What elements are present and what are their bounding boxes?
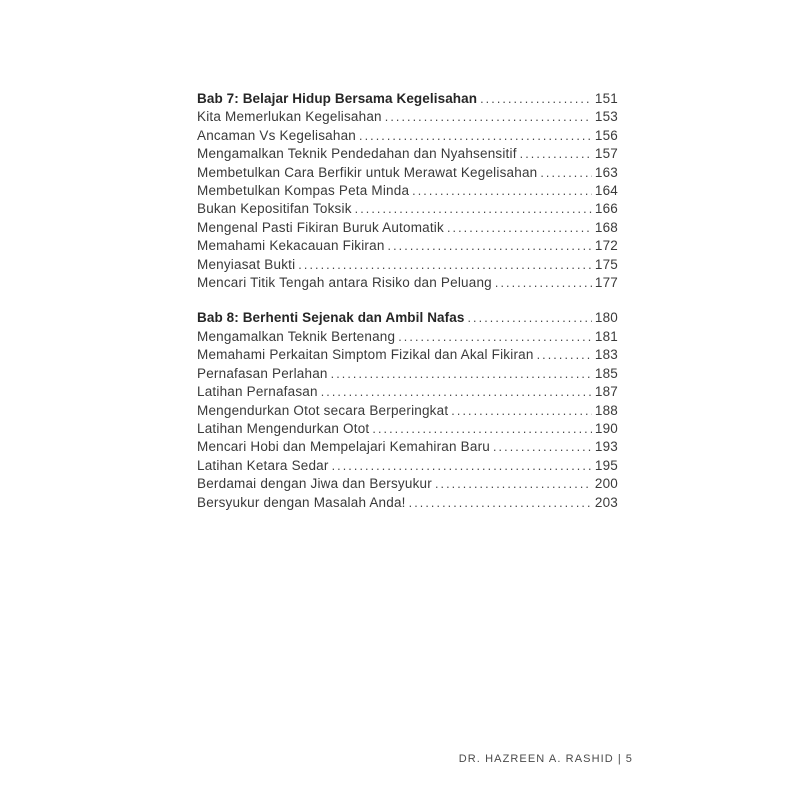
dot-leader — [493, 438, 592, 456]
toc-entry-row — [197, 256, 618, 274]
toc-entry-row — [197, 346, 618, 364]
dot-leader — [537, 346, 592, 364]
toc-entry-row — [197, 457, 618, 475]
page-number: 153 — [594, 109, 618, 125]
toc-entry-row — [197, 475, 618, 493]
toc-entry-row — [197, 402, 618, 420]
toc-entry-row — [197, 438, 618, 456]
dot-leader — [321, 383, 592, 401]
toc-chapter-row — [197, 309, 618, 327]
footer-author: DR. HAZREEN A. RASHID — [458, 753, 614, 765]
toc-entry-row — [197, 219, 618, 237]
dot-leader — [385, 108, 592, 126]
dot-leader — [372, 420, 592, 438]
entry-title: Mencari Titik Tengah antara Risiko dan Peluang — [197, 275, 492, 291]
entry-title: Menyiasat Bukti — [197, 256, 296, 272]
page-number: 203 — [594, 494, 618, 510]
page-number: 175 — [594, 256, 618, 272]
page-number: 200 — [594, 476, 618, 492]
entry-title: Memahami Kekacauan Fikiran — [197, 238, 385, 254]
page-number: 181 — [594, 328, 618, 344]
footer-page-number: 5 — [625, 753, 633, 765]
entry-title: Latihan Ketara Sedar — [197, 457, 329, 473]
page-number: 157 — [594, 146, 618, 162]
page-number: 151 — [594, 91, 618, 106]
toc-entry-row — [197, 383, 618, 401]
page-number: 195 — [594, 457, 618, 473]
dot-leader — [467, 309, 591, 327]
page-number: 187 — [594, 384, 618, 400]
toc-entry-row — [197, 237, 618, 255]
chapter-title: Bab 7: Belajar Hidup Bersama Kegelisahan — [197, 91, 478, 106]
dot-leader — [540, 164, 592, 182]
entry-title: Membetulkan Cara Berfikir untuk Merawat Kegelisahan — [197, 164, 538, 180]
entry-title: Kita Memerlukan Kegelisahan — [197, 109, 382, 125]
dot-leader — [480, 90, 592, 108]
entry-title: Mencari Hobi dan Mempelajari Kemahiran Baru — [197, 439, 490, 455]
toc-section — [197, 309, 618, 511]
page-number: 156 — [594, 127, 618, 143]
toc-entry-row — [197, 108, 618, 126]
dot-leader — [412, 182, 592, 200]
toc-section — [197, 90, 618, 292]
dot-leader — [435, 475, 592, 493]
dot-leader — [447, 219, 592, 237]
page-number: 183 — [594, 347, 618, 363]
page-number: 163 — [594, 164, 618, 180]
toc-entry-row — [197, 145, 618, 163]
entry-title: Mengenal Pasti Fikiran Buruk Automatik — [197, 219, 444, 235]
page-number: 185 — [594, 365, 618, 381]
toc-entry-row — [197, 328, 618, 346]
page-number: 177 — [594, 275, 618, 291]
toc-entry-row — [197, 200, 618, 218]
toc-entry-row — [197, 365, 618, 383]
entry-title: Memahami Perkaitan Simptom Fizikal dan Akal Fikiran — [197, 347, 534, 363]
toc-entry-row — [197, 274, 618, 292]
dot-leader — [451, 402, 592, 420]
toc-entry-row — [197, 420, 618, 438]
dot-leader — [298, 256, 592, 274]
page-number: 190 — [594, 420, 618, 436]
entry-title: Mengamalkan Teknik Bertenang — [197, 328, 396, 344]
entry-title: Bukan Kepositifan Toksik — [197, 201, 352, 217]
entry-title: Latihan Mengendurkan Otot — [197, 420, 370, 436]
dot-leader — [332, 457, 592, 475]
toc-entry-row — [197, 182, 618, 200]
table-of-contents — [197, 90, 618, 512]
dot-leader — [355, 200, 592, 218]
chapter-title: Bab 8: Berhenti Sejenak dan Ambil Nafas — [197, 310, 465, 326]
toc-entry-row — [197, 494, 618, 512]
dot-leader — [409, 494, 592, 512]
entry-title: Bersyukur dengan Masalah Anda! — [197, 494, 406, 510]
entry-title: Mengendurkan Otot secara Berperingkat — [197, 402, 449, 418]
dot-leader — [331, 365, 592, 383]
entry-title: Berdamai dengan Jiwa dan Bersyukur — [197, 476, 432, 492]
page-number: 188 — [594, 402, 618, 418]
page-number: 172 — [594, 238, 618, 254]
entry-title: Pernafasan Perlahan — [197, 365, 328, 381]
entry-title: Mengamalkan Teknik Pendedahan dan Nyahsensitif — [197, 146, 517, 162]
footer-divider: | — [617, 753, 622, 765]
toc-entry-row — [197, 127, 618, 145]
entry-title: Latihan Pernafasan — [197, 384, 318, 400]
page-number: 166 — [594, 201, 618, 217]
page-number: 168 — [594, 219, 618, 235]
dot-leader — [398, 328, 592, 346]
entry-title: Ancaman Vs Kegelisahan — [197, 127, 356, 143]
entry-title: Membetulkan Kompas Peta Minda — [197, 183, 410, 199]
page-number: 164 — [594, 183, 618, 199]
dot-leader — [388, 237, 592, 255]
toc-chapter-row — [197, 90, 618, 108]
toc-entry-row — [197, 164, 618, 182]
page-number: 193 — [594, 439, 618, 455]
page-number: 180 — [594, 310, 618, 326]
page-footer — [459, 753, 633, 765]
dot-leader — [520, 145, 592, 163]
dot-leader — [359, 127, 592, 145]
dot-leader — [495, 274, 592, 292]
